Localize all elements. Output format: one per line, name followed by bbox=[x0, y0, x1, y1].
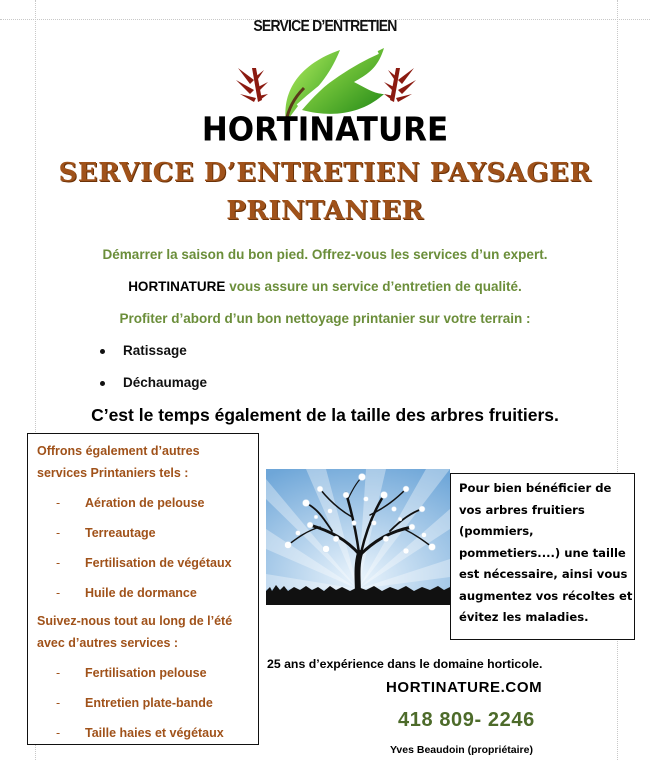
owner-name: Yves Beaudoin (propriétaire) bbox=[390, 744, 533, 756]
fruit-tree-info-box bbox=[450, 473, 635, 640]
tagline: C’est le temps également de la taille des arbres fruitiers. bbox=[91, 405, 559, 425]
intro-line-3: Profiter d’abord d’un bon nettoyage printanier sur votre terrain : bbox=[119, 311, 531, 326]
spring-service-item bbox=[37, 518, 258, 548]
intro-brand: HORTINATURE bbox=[128, 279, 226, 294]
logo-wordmark: HORTINATURE bbox=[201, 111, 449, 149]
summer-heading-1: Suivez-nous tout au long de l’été bbox=[37, 614, 233, 628]
info-line: Pour bien bénéficier de bbox=[459, 481, 612, 495]
service-label: Entretien plate-bande bbox=[85, 696, 213, 710]
dash-icon: - bbox=[56, 526, 61, 540]
service-label: Aération de pelouse bbox=[85, 496, 205, 510]
list-item-label: Ratissage bbox=[123, 343, 187, 358]
service-label: Terreautage bbox=[85, 526, 156, 540]
summer-heading-2: avec d’autres services : bbox=[37, 636, 179, 650]
info-line: évitez les maladies. bbox=[459, 610, 589, 624]
dash-icon: - bbox=[56, 726, 61, 740]
list-item-label: Déchaumage bbox=[123, 375, 208, 390]
dash-icon: - bbox=[56, 586, 61, 600]
bullet-icon bbox=[100, 349, 105, 354]
right-ornament-icon bbox=[384, 68, 416, 102]
left-ornament-icon bbox=[236, 68, 268, 102]
dash-icon: - bbox=[56, 666, 61, 680]
spring-service-item bbox=[37, 548, 258, 578]
services-box bbox=[27, 433, 259, 745]
summer-service-item bbox=[37, 688, 258, 718]
service-label: Taille haies et végétaux bbox=[85, 726, 224, 740]
intro-line-1: Démarrer la saison du bon pied. Offrez-vous les services d’un expert. bbox=[102, 247, 548, 262]
spring-service-item bbox=[37, 578, 258, 608]
service-label: Fertilisation de végétaux bbox=[85, 556, 232, 570]
bullet-icon bbox=[100, 381, 105, 386]
logo-top-text: SERVICE D’ENTRETIEN bbox=[253, 15, 397, 35]
info-line: augmentez vos récoltes et bbox=[459, 588, 633, 603]
list-item bbox=[100, 375, 207, 390]
experience-text: 25 ans d’expérience dans le domaine horticole. bbox=[267, 657, 543, 671]
info-line: (pommiers, bbox=[459, 524, 534, 538]
info-line: pommetiers....) une taille bbox=[459, 545, 626, 560]
summer-service-item bbox=[37, 718, 258, 748]
spring-heading-2: services Printaniers tels : bbox=[37, 466, 189, 480]
spring-service-item bbox=[37, 488, 258, 518]
info-line: est nécessaire, ainsi vous bbox=[459, 567, 628, 581]
phone-number: 418 809- 2246 bbox=[398, 709, 535, 731]
dash-icon: - bbox=[56, 696, 61, 710]
intro-line-2 bbox=[0, 279, 650, 294]
spring-heading-1: Offrons également d’autres bbox=[37, 444, 200, 458]
page-title-line-2: PRINTANIER bbox=[226, 196, 424, 226]
service-label: Fertilisation pelouse bbox=[85, 666, 207, 680]
info-line: vos arbres fruitiers bbox=[459, 502, 585, 517]
dash-icon: - bbox=[56, 496, 61, 510]
service-label: Huile de dormance bbox=[85, 586, 197, 600]
list-item bbox=[100, 343, 187, 358]
website-link[interactable]: HORTINATURE.COM bbox=[386, 679, 543, 696]
summer-service-item bbox=[37, 658, 258, 688]
dash-icon: - bbox=[56, 556, 61, 570]
blossom-tree-image bbox=[266, 469, 450, 605]
intro-line-2-rest: vous assure un service d’entretien de qualité. bbox=[225, 279, 522, 294]
page-title-line-1: SERVICE D’ENTRETIEN PAYSAGER bbox=[58, 158, 592, 188]
